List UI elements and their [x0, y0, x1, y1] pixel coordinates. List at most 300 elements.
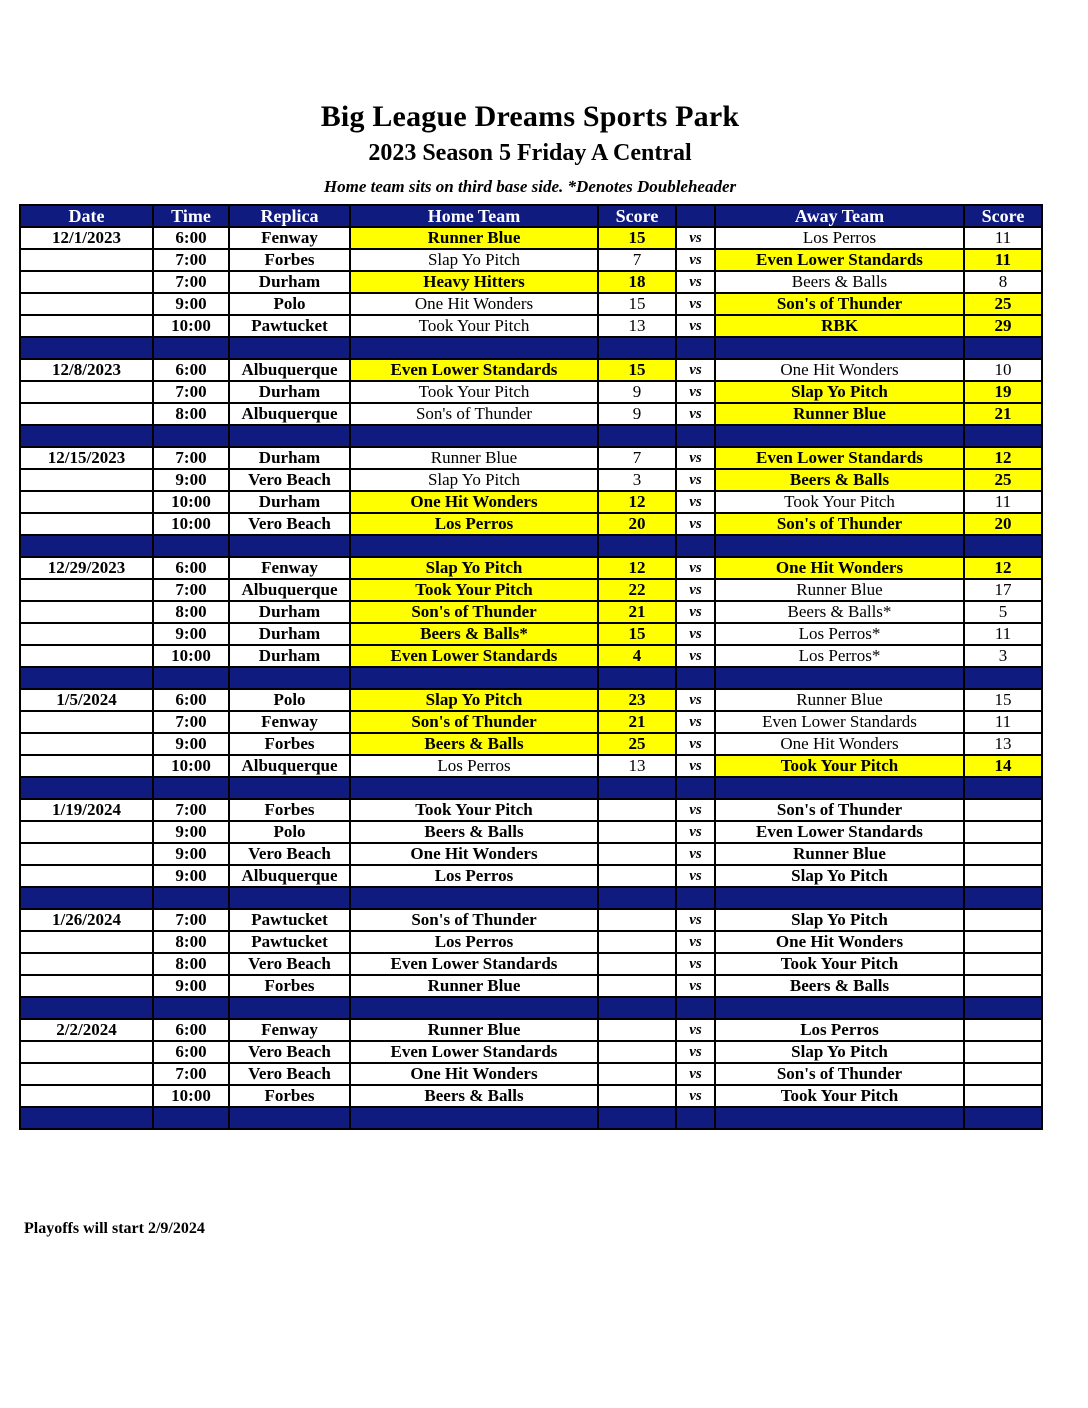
game-replica: Albuquerque	[229, 755, 350, 777]
separator-cell	[20, 887, 153, 909]
away-team: One Hit Wonders	[715, 733, 964, 755]
game-time: 7:00	[153, 711, 229, 733]
game-replica: Albuquerque	[229, 359, 350, 381]
header-row	[20, 205, 1042, 227]
week-separator	[20, 777, 1042, 799]
home-score: 22	[598, 579, 676, 601]
week-separator	[20, 997, 1042, 1019]
vs-label: vs	[676, 1085, 715, 1107]
vs-label: vs	[676, 579, 715, 601]
game-time: 8:00	[153, 601, 229, 623]
away-score: 11	[964, 491, 1042, 513]
away-score: 13	[964, 733, 1042, 755]
game-date	[20, 249, 153, 271]
vs-label: vs	[676, 403, 715, 425]
away-score	[964, 975, 1042, 997]
away-score: 10	[964, 359, 1042, 381]
col-date: Date	[20, 205, 153, 227]
game-row	[20, 1085, 1042, 1107]
away-team: Los Perros	[715, 227, 964, 249]
home-team: Took Your Pitch	[350, 579, 598, 601]
game-replica: Vero Beach	[229, 1041, 350, 1063]
home-score: 21	[598, 711, 676, 733]
separator-cell	[153, 535, 229, 557]
home-score: 23	[598, 689, 676, 711]
separator-cell	[350, 887, 598, 909]
home-team: One Hit Wonders	[350, 843, 598, 865]
game-replica: Fenway	[229, 227, 350, 249]
page-subtitle: 2023 Season 5 Friday A Central	[368, 140, 692, 166]
home-team: Los Perros	[350, 865, 598, 887]
separator-cell	[20, 535, 153, 557]
vs-label: vs	[676, 513, 715, 535]
vs-label: vs	[676, 1041, 715, 1063]
game-replica: Forbes	[229, 249, 350, 271]
home-team: One Hit Wonders	[350, 1063, 598, 1085]
away-score: 14	[964, 755, 1042, 777]
home-team: Slap Yo Pitch	[350, 557, 598, 579]
separator-cell	[964, 667, 1042, 689]
game-row	[20, 469, 1042, 491]
game-row	[20, 843, 1042, 865]
vs-label: vs	[676, 381, 715, 403]
game-row	[20, 733, 1042, 755]
game-time: 6:00	[153, 359, 229, 381]
home-team: One Hit Wonders	[350, 293, 598, 315]
home-team: Took Your Pitch	[350, 799, 598, 821]
vs-label: vs	[676, 865, 715, 887]
away-team: Took Your Pitch	[715, 491, 964, 513]
away-score: 15	[964, 689, 1042, 711]
away-score: 20	[964, 513, 1042, 535]
home-score	[598, 1085, 676, 1107]
home-score	[598, 1063, 676, 1085]
away-score: 29	[964, 315, 1042, 337]
home-score: 7	[598, 249, 676, 271]
game-date	[20, 711, 153, 733]
vs-label: vs	[676, 953, 715, 975]
game-replica: Polo	[229, 689, 350, 711]
game-time: 10:00	[153, 1085, 229, 1107]
vs-label: vs	[676, 975, 715, 997]
away-score: 12	[964, 447, 1042, 469]
game-time: 6:00	[153, 1019, 229, 1041]
separator-cell	[153, 997, 229, 1019]
schedule-note: Home team sits on third base side. *Denotes Doubleheader	[323, 177, 737, 196]
game-time: 7:00	[153, 799, 229, 821]
separator-cell	[229, 667, 350, 689]
game-date: 12/15/2023	[20, 447, 153, 469]
home-team: Beers & Balls*	[350, 623, 598, 645]
separator-cell	[229, 337, 350, 359]
game-row	[20, 623, 1042, 645]
away-score: 3	[964, 645, 1042, 667]
schedule-table	[19, 204, 1043, 1130]
home-team: Heavy Hitters	[350, 271, 598, 293]
home-score	[598, 953, 676, 975]
separator-cell	[153, 1107, 229, 1129]
game-replica: Durham	[229, 645, 350, 667]
home-team: Took Your Pitch	[350, 315, 598, 337]
home-team: Los Perros	[350, 755, 598, 777]
game-row	[20, 1019, 1042, 1041]
game-replica: Pawtucket	[229, 931, 350, 953]
home-score: 13	[598, 755, 676, 777]
away-score	[964, 865, 1042, 887]
vs-label: vs	[676, 689, 715, 711]
game-row	[20, 645, 1042, 667]
separator-cell	[964, 887, 1042, 909]
home-score	[598, 931, 676, 953]
away-team: Beers & Balls	[715, 271, 964, 293]
separator-cell	[350, 425, 598, 447]
game-replica: Vero Beach	[229, 513, 350, 535]
game-replica: Fenway	[229, 1019, 350, 1041]
home-team: Son's of Thunder	[350, 403, 598, 425]
col-away-team: Away Team	[715, 205, 964, 227]
game-row	[20, 1063, 1042, 1085]
away-score	[964, 821, 1042, 843]
away-team: Even Lower Standards	[715, 821, 964, 843]
game-time: 10:00	[153, 513, 229, 535]
game-date	[20, 381, 153, 403]
home-team: Los Perros	[350, 513, 598, 535]
col-home-score: Score	[598, 205, 676, 227]
away-score: 12	[964, 557, 1042, 579]
game-row	[20, 557, 1042, 579]
game-time: 7:00	[153, 271, 229, 293]
separator-cell	[715, 337, 964, 359]
game-date	[20, 579, 153, 601]
separator-cell	[676, 667, 715, 689]
vs-label: vs	[676, 821, 715, 843]
game-time: 7:00	[153, 447, 229, 469]
game-replica: Albuquerque	[229, 403, 350, 425]
vs-label: vs	[676, 711, 715, 733]
page-title: Big League Dreams Sports Park	[320, 100, 740, 133]
separator-cell	[676, 1107, 715, 1129]
game-row	[20, 711, 1042, 733]
game-date	[20, 931, 153, 953]
home-team: Runner Blue	[350, 227, 598, 249]
game-date: 1/19/2024	[20, 799, 153, 821]
away-team: Beers & Balls	[715, 975, 964, 997]
game-time: 10:00	[153, 491, 229, 513]
separator-cell	[598, 887, 676, 909]
home-score: 20	[598, 513, 676, 535]
home-score: 13	[598, 315, 676, 337]
vs-label: vs	[676, 623, 715, 645]
game-time: 6:00	[153, 1041, 229, 1063]
home-score	[598, 799, 676, 821]
vs-label: vs	[676, 447, 715, 469]
game-date: 12/29/2023	[20, 557, 153, 579]
separator-cell	[964, 997, 1042, 1019]
vs-label: vs	[676, 645, 715, 667]
separator-cell	[350, 997, 598, 1019]
away-score: 11	[964, 227, 1042, 249]
away-score: 8	[964, 271, 1042, 293]
separator-cell	[229, 887, 350, 909]
game-time: 10:00	[153, 315, 229, 337]
game-replica: Vero Beach	[229, 1063, 350, 1085]
game-row	[20, 403, 1042, 425]
separator-cell	[229, 425, 350, 447]
home-score: 3	[598, 469, 676, 491]
away-team: Runner Blue	[715, 403, 964, 425]
separator-cell	[676, 425, 715, 447]
game-replica: Forbes	[229, 733, 350, 755]
separator-cell	[598, 337, 676, 359]
separator-cell	[153, 777, 229, 799]
separator-cell	[964, 425, 1042, 447]
vs-label: vs	[676, 601, 715, 623]
separator-cell	[715, 535, 964, 557]
game-replica: Fenway	[229, 557, 350, 579]
home-score: 9	[598, 381, 676, 403]
separator-cell	[20, 777, 153, 799]
week-separator	[20, 425, 1042, 447]
away-team: Runner Blue	[715, 579, 964, 601]
game-row	[20, 271, 1042, 293]
away-team: Took Your Pitch	[715, 1085, 964, 1107]
away-team: Beers & Balls*	[715, 601, 964, 623]
away-score: 25	[964, 293, 1042, 315]
home-team: Took Your Pitch	[350, 381, 598, 403]
home-score	[598, 843, 676, 865]
away-team: Slap Yo Pitch	[715, 909, 964, 931]
home-team: Son's of Thunder	[350, 909, 598, 931]
game-replica: Albuquerque	[229, 579, 350, 601]
separator-cell	[964, 777, 1042, 799]
separator-cell	[964, 337, 1042, 359]
game-row	[20, 755, 1042, 777]
separator-cell	[715, 667, 964, 689]
away-team: Los Perros	[715, 1019, 964, 1041]
separator-cell	[715, 997, 964, 1019]
separator-cell	[229, 1107, 350, 1129]
game-row	[20, 953, 1042, 975]
game-date	[20, 491, 153, 513]
game-date	[20, 601, 153, 623]
game-time: 6:00	[153, 557, 229, 579]
home-team: Beers & Balls	[350, 1085, 598, 1107]
home-team: Beers & Balls	[350, 821, 598, 843]
game-row	[20, 227, 1042, 249]
game-time: 7:00	[153, 381, 229, 403]
game-replica: Forbes	[229, 975, 350, 997]
separator-cell	[350, 1107, 598, 1129]
game-row	[20, 249, 1042, 271]
away-score	[964, 1019, 1042, 1041]
home-score: 12	[598, 491, 676, 513]
home-team: Even Lower Standards	[350, 953, 598, 975]
game-replica: Fenway	[229, 711, 350, 733]
game-replica: Vero Beach	[229, 953, 350, 975]
away-team: Son's of Thunder	[715, 513, 964, 535]
vs-label: vs	[676, 755, 715, 777]
week-separator	[20, 535, 1042, 557]
separator-cell	[20, 337, 153, 359]
home-team: Even Lower Standards	[350, 359, 598, 381]
away-team: Slap Yo Pitch	[715, 865, 964, 887]
game-replica: Polo	[229, 293, 350, 315]
game-time: 9:00	[153, 975, 229, 997]
game-date	[20, 821, 153, 843]
home-score: 9	[598, 403, 676, 425]
away-team: Son's of Thunder	[715, 1063, 964, 1085]
home-score: 15	[598, 293, 676, 315]
away-score	[964, 953, 1042, 975]
vs-label: vs	[676, 931, 715, 953]
home-team: Even Lower Standards	[350, 645, 598, 667]
away-team: Even Lower Standards	[715, 447, 964, 469]
home-score	[598, 821, 676, 843]
separator-cell	[153, 887, 229, 909]
game-time: 8:00	[153, 403, 229, 425]
away-score	[964, 843, 1042, 865]
away-team: Even Lower Standards	[715, 249, 964, 271]
game-replica: Pawtucket	[229, 315, 350, 337]
vs-label: vs	[676, 293, 715, 315]
playoffs-note: Playoffs will start 2/9/2024	[24, 1220, 205, 1237]
home-score: 7	[598, 447, 676, 469]
home-team: One Hit Wonders	[350, 491, 598, 513]
home-score: 4	[598, 645, 676, 667]
separator-cell	[715, 777, 964, 799]
home-score	[598, 909, 676, 931]
game-date	[20, 733, 153, 755]
away-score	[964, 909, 1042, 931]
away-score	[964, 1085, 1042, 1107]
game-date	[20, 953, 153, 975]
away-team: Son's of Thunder	[715, 799, 964, 821]
away-score: 19	[964, 381, 1042, 403]
separator-cell	[350, 777, 598, 799]
game-time: 6:00	[153, 227, 229, 249]
game-replica: Durham	[229, 623, 350, 645]
week-separator	[20, 887, 1042, 909]
separator-cell	[598, 777, 676, 799]
game-time: 8:00	[153, 931, 229, 953]
vs-label: vs	[676, 249, 715, 271]
separator-cell	[598, 425, 676, 447]
game-row	[20, 799, 1042, 821]
separator-cell	[676, 777, 715, 799]
home-team: Los Perros	[350, 931, 598, 953]
game-row	[20, 975, 1042, 997]
game-replica: Durham	[229, 447, 350, 469]
game-date	[20, 755, 153, 777]
home-score: 12	[598, 557, 676, 579]
game-replica: Forbes	[229, 799, 350, 821]
vs-label: vs	[676, 909, 715, 931]
away-score: 5	[964, 601, 1042, 623]
game-time: 9:00	[153, 865, 229, 887]
separator-cell	[715, 1107, 964, 1129]
separator-cell	[676, 535, 715, 557]
vs-label: vs	[676, 271, 715, 293]
away-team: One Hit Wonders	[715, 557, 964, 579]
separator-cell	[229, 535, 350, 557]
game-row	[20, 865, 1042, 887]
game-date	[20, 513, 153, 535]
separator-cell	[229, 777, 350, 799]
home-team: Even Lower Standards	[350, 1041, 598, 1063]
away-team: One Hit Wonders	[715, 359, 964, 381]
game-time: 7:00	[153, 249, 229, 271]
game-time: 7:00	[153, 1063, 229, 1085]
away-score: 21	[964, 403, 1042, 425]
game-time: 10:00	[153, 755, 229, 777]
away-score	[964, 931, 1042, 953]
game-time: 9:00	[153, 821, 229, 843]
game-row	[20, 315, 1042, 337]
vs-label: vs	[676, 359, 715, 381]
away-score	[964, 1041, 1042, 1063]
game-date	[20, 1063, 153, 1085]
home-team: Runner Blue	[350, 447, 598, 469]
home-team: Slap Yo Pitch	[350, 249, 598, 271]
game-date	[20, 645, 153, 667]
game-time: 9:00	[153, 293, 229, 315]
separator-cell	[715, 887, 964, 909]
game-replica: Vero Beach	[229, 469, 350, 491]
home-score	[598, 1041, 676, 1063]
game-date	[20, 293, 153, 315]
vs-label: vs	[676, 315, 715, 337]
separator-cell	[153, 337, 229, 359]
separator-cell	[964, 535, 1042, 557]
home-team: Son's of Thunder	[350, 601, 598, 623]
home-team: Runner Blue	[350, 1019, 598, 1041]
home-team: Slap Yo Pitch	[350, 469, 598, 491]
game-time: 8:00	[153, 953, 229, 975]
home-team: Son's of Thunder	[350, 711, 598, 733]
week-separator	[20, 667, 1042, 689]
game-date	[20, 623, 153, 645]
separator-cell	[598, 535, 676, 557]
separator-cell	[153, 425, 229, 447]
col-time: Time	[153, 205, 229, 227]
vs-label: vs	[676, 733, 715, 755]
separator-cell	[229, 997, 350, 1019]
game-replica: Polo	[229, 821, 350, 843]
game-time: 7:00	[153, 579, 229, 601]
game-row	[20, 909, 1042, 931]
game-row	[20, 821, 1042, 843]
away-team: Slap Yo Pitch	[715, 381, 964, 403]
vs-label: vs	[676, 227, 715, 249]
home-score	[598, 1019, 676, 1041]
game-date: 1/26/2024	[20, 909, 153, 931]
away-team: Slap Yo Pitch	[715, 1041, 964, 1063]
away-score: 11	[964, 249, 1042, 271]
away-score: 11	[964, 623, 1042, 645]
away-score	[964, 799, 1042, 821]
home-score	[598, 865, 676, 887]
game-date	[20, 843, 153, 865]
game-replica: Albuquerque	[229, 865, 350, 887]
separator-cell	[350, 535, 598, 557]
game-time: 7:00	[153, 909, 229, 931]
game-date: 12/8/2023	[20, 359, 153, 381]
separator-cell	[20, 667, 153, 689]
game-row	[20, 931, 1042, 953]
separator-cell	[350, 667, 598, 689]
game-row	[20, 381, 1042, 403]
game-date	[20, 469, 153, 491]
